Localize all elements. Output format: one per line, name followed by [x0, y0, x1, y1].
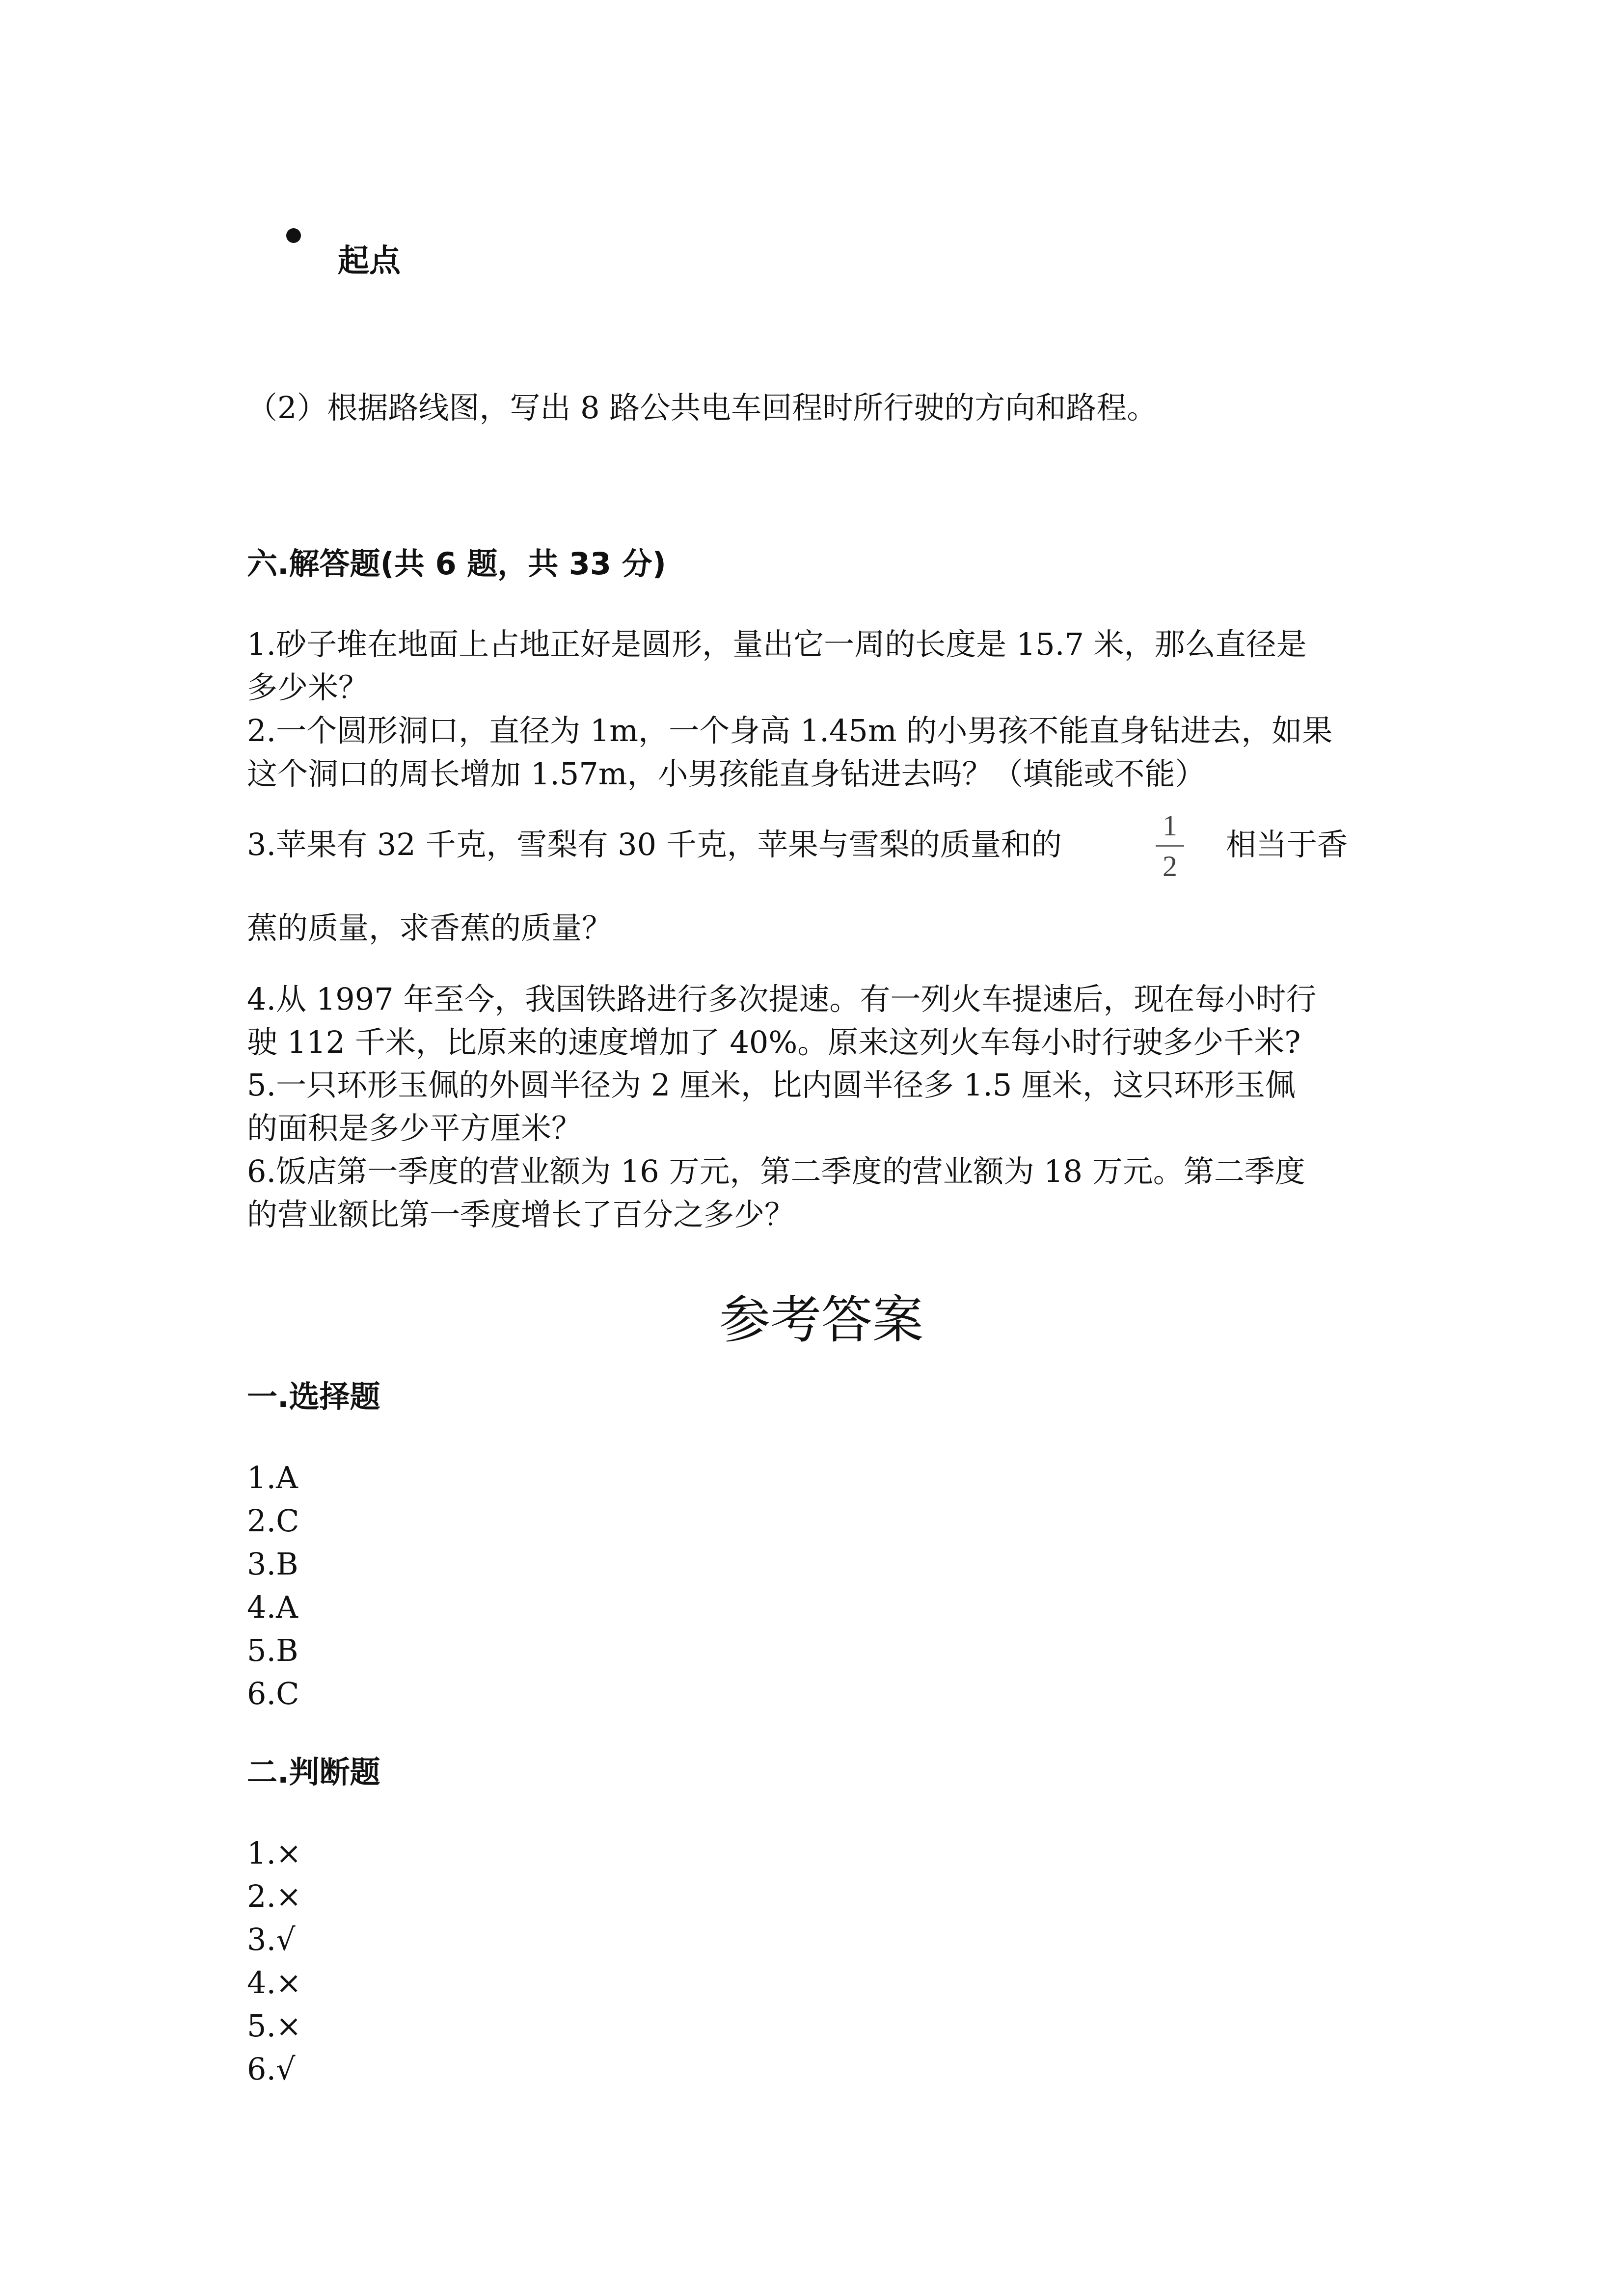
answer-item: 4.A [247, 1589, 298, 1625]
answer-item: 5.B [247, 1632, 298, 1668]
s6-q5-line2: 的面积是多少平方厘米？ [247, 1110, 582, 1146]
answer-item: 4.× [247, 1965, 302, 2001]
answers-title: 参考答案 [719, 1290, 924, 1350]
answer-item: 1.× [247, 1835, 302, 1871]
answer-item: 3.√ [247, 1922, 296, 1957]
fraction-numerator: 1 [1163, 809, 1177, 842]
s6-q3-line1-part-a: 3.苹果有 32 千克，雪梨有 30 千克，苹果与雪梨的质量和的 [247, 827, 1062, 862]
answer-item: 5.× [247, 2008, 302, 2044]
s6-q1-line1: 1.砂子堆在地面上占地正好是圆形，量出它一周的长度是 15.7 米，那么直径是 [247, 626, 1307, 662]
s6-q5-line1: 5.一只环形玉佩的外圆半径为 2 厘米，比内圆半径多 1.5 厘米，这只环形玉佩 [247, 1067, 1296, 1103]
answer-item: 3.B [247, 1546, 298, 1582]
answer-item: 6.C [247, 1676, 299, 1711]
origin-point-marker [286, 228, 301, 243]
answer-item: 1.A [247, 1460, 298, 1495]
origin-label: 起点 [338, 243, 401, 279]
s6-q3-line1-part-b: 相当于香 [1226, 827, 1348, 862]
s6-q6-line2: 的营业额比第一季度增长了百分之多少？ [247, 1197, 795, 1232]
s6-q1-line2: 多少米？ [247, 669, 369, 705]
answer-item: 2.C [247, 1503, 299, 1539]
fraction-bar [1156, 845, 1184, 847]
s6-q6-line1: 6.饭店第一季度的营业额为 16 万元，第二季度的营业额为 18 万元。第二季度 [247, 1153, 1305, 1189]
answer-item: 2.× [247, 1878, 302, 1914]
fraction-denominator: 2 [1163, 850, 1177, 882]
answer-item: 6.√ [247, 2051, 296, 2087]
question-2-text: （2）根据路线图，写出 8 路公共电车回程时所行驶的方向和路程。 [247, 390, 1158, 426]
section-6-heading: 六.解答题(共 6 题，共 33 分) [247, 546, 666, 582]
s6-q4-line2: 驶 112 千米，比原来的速度增加了 40%。原来这列火车每小时行驶多少千米? [247, 1024, 1301, 1060]
s6-q4-line1: 4.从 1997 年至今，我国铁路进行多次提速。有一列火车提速后，现在每小时行 [247, 981, 1317, 1017]
answers-part1-heading: 一.选择题 [247, 1379, 380, 1415]
fraction-one-half [1153, 811, 1187, 881]
answers-part2-heading: 二.判断题 [247, 1754, 380, 1790]
s6-q2-line1: 2.一个圆形洞口，直径为 1m，一个身高 1.45m 的小男孩不能直身钻进去，如果 [247, 713, 1333, 748]
s6-q3-line2: 蕉的质量，求香蕉的质量？ [247, 910, 613, 946]
s6-q2-line2: 这个洞口的周长增加 1.57m，小男孩能直身钻进去吗？（填能或不能） [247, 756, 1206, 792]
